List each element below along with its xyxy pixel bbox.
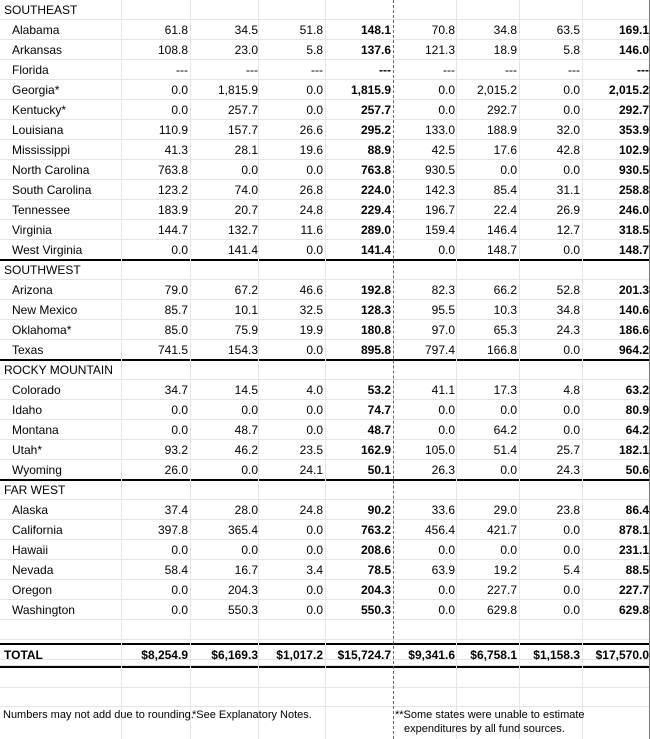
value-cell: 95.5	[431, 303, 455, 317]
value-cell: 121.3	[424, 43, 455, 57]
state-name: Alaska	[12, 503, 49, 517]
value-cell: 2,015.2	[608, 83, 649, 97]
value-cell: 23.5	[299, 443, 323, 457]
value-cell: 34.8	[556, 303, 580, 317]
state-name: Oregon	[12, 583, 53, 597]
value-cell: 0.0	[171, 583, 188, 597]
total-value-cell: $1,158.3	[533, 648, 580, 662]
value-cell: 28.0	[234, 503, 258, 517]
value-cell: ---	[246, 63, 258, 77]
state-name: New Mexico	[12, 303, 78, 317]
value-cell: 0.0	[306, 243, 323, 257]
value-cell: 0.0	[306, 543, 323, 557]
value-cell: 67.2	[234, 283, 258, 297]
value-cell: 23.8	[556, 503, 580, 517]
value-cell: 227.7	[486, 583, 517, 597]
value-cell: 0.0	[500, 163, 517, 177]
value-cell: 930.5	[618, 163, 649, 177]
value-cell: 137.6	[360, 43, 391, 57]
value-cell: 258.8	[618, 183, 649, 197]
state-name: Nevada	[12, 563, 54, 577]
value-cell: 61.8	[164, 23, 188, 37]
region-name: SOUTHEAST	[4, 3, 78, 17]
value-cell: 227.7	[618, 583, 649, 597]
column-gridline	[456, 0, 457, 739]
value-cell: 0.0	[563, 423, 580, 437]
state-name: Utah*	[12, 443, 43, 457]
value-cell: 97.0	[431, 323, 455, 337]
value-cell: 154.3	[227, 343, 258, 357]
value-cell: 0.0	[438, 603, 455, 617]
value-cell: 5.8	[306, 43, 323, 57]
value-cell: 123.2	[157, 183, 188, 197]
value-cell: 26.6	[299, 123, 323, 137]
value-cell: 0.0	[563, 523, 580, 537]
value-cell: 58.4	[164, 563, 188, 577]
column-gridline	[582, 0, 583, 739]
value-cell: 166.8	[486, 343, 517, 357]
value-cell: 10.1	[234, 303, 258, 317]
state-name: Louisiana	[12, 123, 64, 137]
region-name: ROCKY MOUNTAIN	[4, 363, 113, 377]
value-cell: 34.8	[493, 23, 517, 37]
value-cell: 14.5	[234, 383, 258, 397]
value-cell: 110.9	[158, 123, 188, 137]
state-name: Tennessee	[12, 203, 71, 217]
value-cell: 51.8	[299, 23, 323, 37]
value-cell: 70.8	[431, 23, 455, 37]
value-cell: ---	[505, 63, 517, 77]
value-cell: 85.4	[493, 183, 517, 197]
value-cell: 763.2	[360, 523, 391, 537]
value-cell: 128.3	[360, 303, 391, 317]
value-cell: 50.1	[367, 463, 391, 477]
value-cell: 148.7	[486, 243, 517, 257]
state-name: Texas	[12, 343, 44, 357]
value-cell: 146.4	[486, 223, 517, 237]
value-cell: 456.4	[424, 523, 455, 537]
value-cell: 64.2	[625, 423, 649, 437]
value-cell: 180.8	[360, 323, 391, 337]
value-cell: 0.0	[563, 543, 580, 557]
value-cell: 148.7	[618, 243, 649, 257]
value-cell: 162.9	[360, 443, 391, 457]
value-cell: 224.0	[360, 183, 391, 197]
value-cell: 5.4	[563, 563, 580, 577]
total-value-cell: $15,724.7	[337, 648, 391, 662]
value-cell: 0.0	[241, 163, 258, 177]
state-name: West Virginia	[12, 243, 83, 257]
state-name: Virginia	[12, 223, 52, 237]
value-cell: 0.0	[171, 403, 188, 417]
value-cell: 365.4	[227, 523, 258, 537]
state-name: Idaho	[12, 403, 43, 417]
value-cell: 5.8	[563, 43, 580, 57]
value-cell: 353.9	[618, 123, 649, 137]
value-cell: 0.0	[171, 83, 188, 97]
value-cell: 24.3	[556, 463, 580, 477]
value-cell: 3.4	[306, 563, 323, 577]
value-cell: 0.0	[438, 543, 455, 557]
value-cell: 41.3	[164, 143, 188, 157]
value-cell: 26.9	[556, 203, 580, 217]
value-cell: 289.0	[360, 223, 391, 237]
value-cell: 188.9	[486, 123, 517, 137]
total-value-cell: $17,570.0	[595, 648, 649, 662]
value-cell: 0.0	[306, 103, 323, 117]
value-cell: 75.9	[234, 323, 258, 337]
state-name: Washington	[12, 603, 75, 617]
value-cell: 0.0	[500, 403, 517, 417]
value-cell: 550.3	[227, 603, 258, 617]
value-cell: 48.7	[234, 423, 258, 437]
value-cell: 32.5	[299, 303, 323, 317]
value-cell: ---	[379, 63, 391, 77]
value-cell: 26.3	[431, 463, 455, 477]
value-cell: 231.1	[618, 543, 649, 557]
total-label: TOTAL	[4, 648, 43, 662]
value-cell: 763.8	[157, 163, 188, 177]
value-cell: 82.3	[431, 283, 455, 297]
value-cell: 895.8	[360, 343, 391, 357]
value-cell: 18.9	[493, 43, 517, 57]
value-cell: ---	[568, 63, 580, 77]
value-cell: 878.1	[618, 523, 649, 537]
value-cell: 32.0	[556, 123, 580, 137]
value-cell: 141.4	[227, 243, 258, 257]
value-cell: 0.0	[241, 403, 258, 417]
value-cell: 0.0	[438, 423, 455, 437]
state-name: California	[12, 523, 63, 537]
value-cell: 48.7	[367, 423, 391, 437]
value-cell: 24.3	[556, 323, 580, 337]
dashed-column-divider	[393, 0, 394, 739]
value-cell: 0.0	[563, 103, 580, 117]
value-cell: 53.2	[367, 383, 391, 397]
value-cell: 0.0	[171, 243, 188, 257]
value-cell: 1,815.9	[350, 83, 391, 97]
value-cell: 292.7	[486, 103, 517, 117]
value-cell: 930.5	[424, 163, 455, 177]
state-name: Colorado	[12, 383, 61, 397]
value-cell: 763.8	[360, 163, 391, 177]
value-cell: 17.3	[493, 383, 517, 397]
value-cell: 4.0	[306, 383, 323, 397]
value-cell: 148.1	[360, 23, 391, 37]
value-cell: 0.0	[306, 163, 323, 177]
value-cell: 183.9	[157, 203, 188, 217]
value-cell: 93.2	[164, 443, 188, 457]
value-cell: ---	[637, 63, 649, 77]
value-cell: 34.7	[164, 383, 188, 397]
state-name: Montana	[12, 423, 59, 437]
value-cell: 204.3	[227, 583, 258, 597]
value-cell: 19.6	[299, 143, 323, 157]
value-cell: 78.5	[367, 563, 391, 577]
value-cell: 550.3	[360, 603, 391, 617]
value-cell: 0.0	[171, 603, 188, 617]
value-cell: 85.7	[164, 303, 188, 317]
value-cell: 51.4	[493, 443, 517, 457]
value-cell: 4.8	[563, 383, 580, 397]
value-cell: 108.8	[157, 43, 188, 57]
column-gridline	[121, 0, 122, 739]
value-cell: 257.7	[360, 103, 391, 117]
value-cell: 257.7	[227, 103, 258, 117]
value-cell: 192.8	[360, 283, 391, 297]
value-cell: 66.2	[493, 283, 517, 297]
state-name: Arkansas	[12, 43, 63, 57]
value-cell: 186.6	[618, 323, 649, 337]
value-cell: 0.0	[171, 103, 188, 117]
value-cell: 169.1	[618, 23, 649, 37]
value-cell: 133.0	[424, 123, 455, 137]
column-gridline	[258, 0, 259, 739]
value-cell: 204.3	[360, 583, 391, 597]
state-name: Wyoming	[12, 463, 62, 477]
value-cell: 0.0	[306, 583, 323, 597]
total-value-cell: $6,758.1	[470, 648, 517, 662]
value-cell: 85.0	[164, 323, 188, 337]
value-cell: 11.6	[300, 223, 323, 237]
value-cell: 88.9	[367, 143, 391, 157]
estimate-note-line2: expenditures by all fund sources.	[404, 723, 565, 735]
value-cell: 33.6	[431, 503, 455, 517]
value-cell: 146.0	[618, 43, 649, 57]
value-cell: 629.8	[618, 603, 649, 617]
value-cell: 196.7	[424, 203, 455, 217]
value-cell: 10.3	[493, 303, 517, 317]
value-cell: 17.6	[493, 143, 517, 157]
state-name: Oklahoma*	[12, 323, 72, 337]
value-cell: 12.7	[556, 223, 580, 237]
value-cell: 0.0	[306, 403, 323, 417]
region-name: FAR WEST	[4, 483, 66, 497]
value-cell: 0.0	[563, 583, 580, 597]
value-cell: 964.2	[618, 343, 649, 357]
value-cell: 741.5	[157, 343, 188, 357]
value-cell: 24.8	[299, 503, 323, 517]
value-cell: 144.7	[157, 223, 188, 237]
value-cell: 46.6	[299, 283, 323, 297]
value-cell: 16.7	[234, 563, 258, 577]
value-cell: 19.9	[299, 323, 323, 337]
value-cell: 1,815.9	[217, 83, 258, 97]
value-cell: 0.0	[563, 83, 580, 97]
value-cell: 132.7	[227, 223, 258, 237]
value-cell: 141.4	[360, 243, 391, 257]
state-name: Arizona	[12, 283, 53, 297]
value-cell: 80.9	[625, 403, 649, 417]
value-cell: 629.8	[486, 603, 517, 617]
value-cell: 0.0	[500, 543, 517, 557]
value-cell: 63.2	[625, 383, 649, 397]
value-cell: 142.3	[424, 183, 455, 197]
value-cell: 201.3	[618, 283, 649, 297]
total-value-cell: $8,254.9	[141, 648, 188, 662]
rounding-note: Numbers may not add due to rounding.	[3, 709, 194, 721]
value-cell: 397.8	[157, 523, 188, 537]
value-cell: 246.0	[618, 203, 649, 217]
total-value-cell: $1,017.2	[276, 648, 323, 662]
value-cell: 50.6	[625, 463, 649, 477]
total-value-cell: $6,169.3	[211, 648, 258, 662]
value-cell: 159.4	[424, 223, 455, 237]
state-name: Alabama	[12, 23, 60, 37]
value-cell: 52.8	[556, 283, 580, 297]
state-name: North Carolina	[12, 163, 90, 177]
column-gridline	[325, 0, 326, 739]
value-cell: 140.6	[618, 303, 649, 317]
value-cell: 26.8	[299, 183, 323, 197]
value-cell: ---	[443, 63, 455, 77]
value-cell: 74.7	[367, 403, 391, 417]
value-cell: 292.7	[618, 103, 649, 117]
state-name: South Carolina	[12, 183, 92, 197]
value-cell: 0.0	[241, 543, 258, 557]
state-name: Florida	[12, 63, 49, 77]
value-cell: 295.2	[360, 123, 391, 137]
value-cell: 229.4	[360, 203, 391, 217]
state-name: Georgia*	[12, 83, 60, 97]
value-cell: 65.3	[493, 323, 517, 337]
value-cell: 102.9	[618, 143, 649, 157]
value-cell: 46.2	[234, 443, 258, 457]
column-gridline	[519, 0, 520, 739]
state-name: Hawaii	[12, 543, 49, 557]
value-cell: 20.7	[234, 203, 258, 217]
value-cell: 421.7	[486, 523, 517, 537]
estimate-note-line1: **Some states were unable to estimate	[395, 709, 585, 721]
value-cell: 64.2	[493, 423, 517, 437]
value-cell: 24.1	[299, 463, 323, 477]
value-cell: 74.0	[234, 183, 258, 197]
state-name: Kentucky*	[12, 103, 67, 117]
value-cell: 25.7	[556, 443, 580, 457]
value-cell: ---	[311, 63, 323, 77]
value-cell: 28.1	[234, 143, 258, 157]
value-cell: 24.8	[299, 203, 323, 217]
value-cell: 19.2	[493, 563, 517, 577]
value-cell: 318.5	[618, 223, 649, 237]
value-cell: 0.0	[171, 423, 188, 437]
value-cell: 208.6	[360, 543, 391, 557]
value-cell: 86.4	[625, 503, 649, 517]
value-cell: 182.1	[618, 443, 649, 457]
value-cell: 0.0	[306, 423, 323, 437]
value-cell: 23.0	[234, 43, 258, 57]
value-cell: 0.0	[438, 83, 455, 97]
value-cell: 0.0	[171, 543, 188, 557]
value-cell: 105.0	[424, 443, 455, 457]
value-cell: 34.5	[234, 23, 258, 37]
column-gridline	[190, 0, 191, 739]
explanatory-note: *See Explanatory Notes.	[192, 709, 312, 721]
value-cell: 0.0	[438, 403, 455, 417]
value-cell: 0.0	[438, 103, 455, 117]
state-name: Mississippi	[12, 143, 71, 157]
value-cell: 0.0	[438, 243, 455, 257]
value-cell: 0.0	[563, 163, 580, 177]
value-cell: 26.0	[164, 463, 188, 477]
value-cell: 797.4	[424, 343, 455, 357]
value-cell: 79.0	[164, 283, 188, 297]
value-cell: 0.0	[241, 463, 258, 477]
value-cell: 157.7	[227, 123, 258, 137]
value-cell: 63.9	[431, 563, 455, 577]
value-cell: 29.0	[493, 503, 517, 517]
value-cell: 0.0	[306, 83, 323, 97]
value-cell: 37.4	[164, 503, 188, 517]
value-cell: 42.8	[556, 143, 580, 157]
value-cell: 88.5	[625, 563, 649, 577]
total-value-cell: $9,341.6	[408, 648, 455, 662]
value-cell: 0.0	[500, 463, 517, 477]
value-cell: 41.1	[431, 383, 455, 397]
value-cell: 90.2	[367, 503, 391, 517]
value-cell: 0.0	[306, 523, 323, 537]
value-cell: 0.0	[563, 243, 580, 257]
value-cell: 0.0	[306, 603, 323, 617]
value-cell: 0.0	[306, 343, 323, 357]
value-cell: 63.5	[556, 23, 580, 37]
value-cell: ---	[176, 63, 188, 77]
value-cell: 0.0	[563, 403, 580, 417]
value-cell: 42.5	[431, 143, 455, 157]
value-cell: 2,015.2	[476, 83, 517, 97]
value-cell: 0.0	[563, 603, 580, 617]
value-cell: 0.0	[563, 343, 580, 357]
value-cell: 31.1	[556, 183, 580, 197]
value-cell: 22.4	[493, 203, 517, 217]
value-cell: 0.0	[438, 583, 455, 597]
region-name: SOUTHWEST	[4, 263, 81, 277]
